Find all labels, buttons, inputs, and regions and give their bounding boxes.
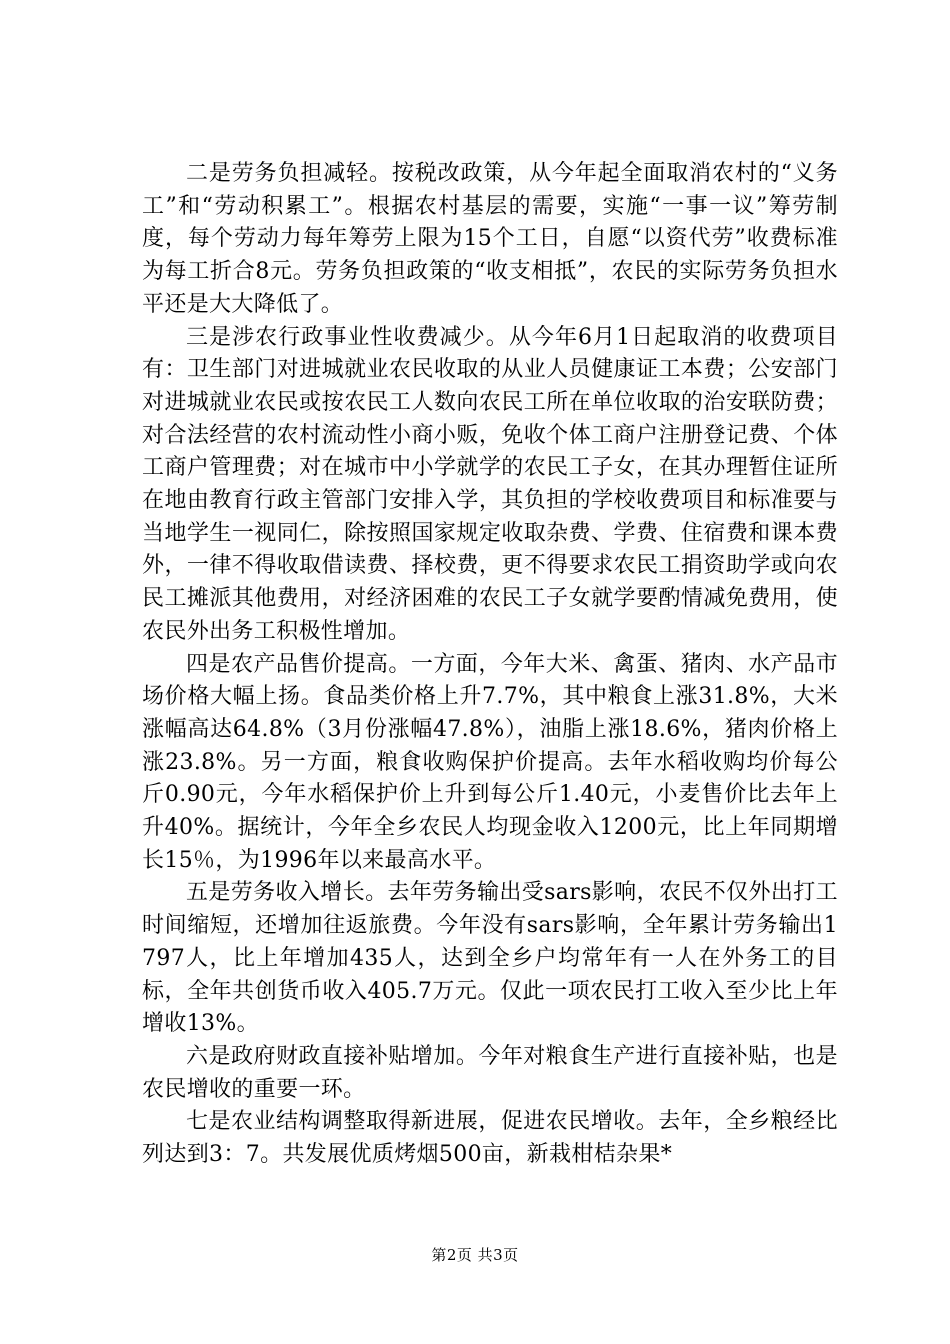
paragraph-produce-prices: 四是农产品售价提高。一方面，今年大米、禽蛋、猪肉、水产品市场价格大幅上扬。食品类价格上升7.7%，其中粮食上涨31.8%，大米涨幅高达64.8%（3月份涨幅47.8%），油脂上涨18.6%，猪肉价格上涨23.8%。另一方面，粮食收购保护价提高。去年水稻收购均价每公斤0.90元，今年水稻保护价上升到每公斤1.40元，小麦售价比去年上升40%。据统计，今年全乡农民人均现金收入1200元，比上年同期增长15％，为1996年以来最高水平。 — [142, 651, 838, 873]
paragraph-administrative-fees: 三是涉农行政事业性收费减少。从今年6月1日起取消的收费项目有：卫生部门对进城就业农民收取的从业人员健康证工本费；公安部门对进城就业农民或按农民工人数向农民工所在单位收取的治安联防费；对合法经营的农村流动性小商小贩，免收个体工商户注册登记费、个体工商户管理费；对在城市中小学就学的农民工子女，在其办理暂住证所在地由教育行政主管部门安排入学，其负担的学校收费项目和标准要与当地学生一视同仁，除按照国家规定收取杂费、学费、住宿费和课本费外，一律不得收取借读费、择校费，更不得要求农民工捐资助学或向农民工摊派其他费用，对经济困难的农民工子女就学要酌情减免费用，使农民外出务工积极性增加。 — [142, 324, 838, 644]
page-footer — [0, 1244, 950, 1266]
paragraph-structure-adjustment: 七是农业结构调整取得新进展，促进农民增收。去年，全乡粮经比列达到3：7。共发展优质烤烟500亩，新栽柑桔杂果* — [142, 1109, 838, 1168]
page-number: 第2页 共3页 — [431, 1246, 519, 1264]
document-body — [142, 158, 838, 1172]
paragraph-labor-burden: 二是劳务负担减轻。按税改政策，从今年起全面取消农村的“义务工”和“劳动积累工”。根据农村基层的需要，实施“一事一议”筹劳制度，每个劳动力每年筹劳上限为15个工日，自愿“以资代劳”收费标准为每工折合8元。劳务负担政策的“收支相抵”，农民的实际劳务负担水平还是大大降低了。 — [142, 161, 838, 317]
paragraph-labor-income: 五是劳务收入增长。去年劳务输出受sars影响，农民不仅外出打工时间缩短，还增加往返旅费。今年没有sars影响，全年累计劳务输出1797人，比上年增加435人，达到全乡户均常年有一人在外务工的目标，全年共创货币收入405.7万元。仅此一项农民打工收入至少比上年增收13%。 — [142, 880, 838, 1037]
paragraph-subsidies: 六是政府财政直接补贴增加。今年对粮食生产进行直接补贴，也是农民增收的重要一环。 — [142, 1043, 838, 1102]
